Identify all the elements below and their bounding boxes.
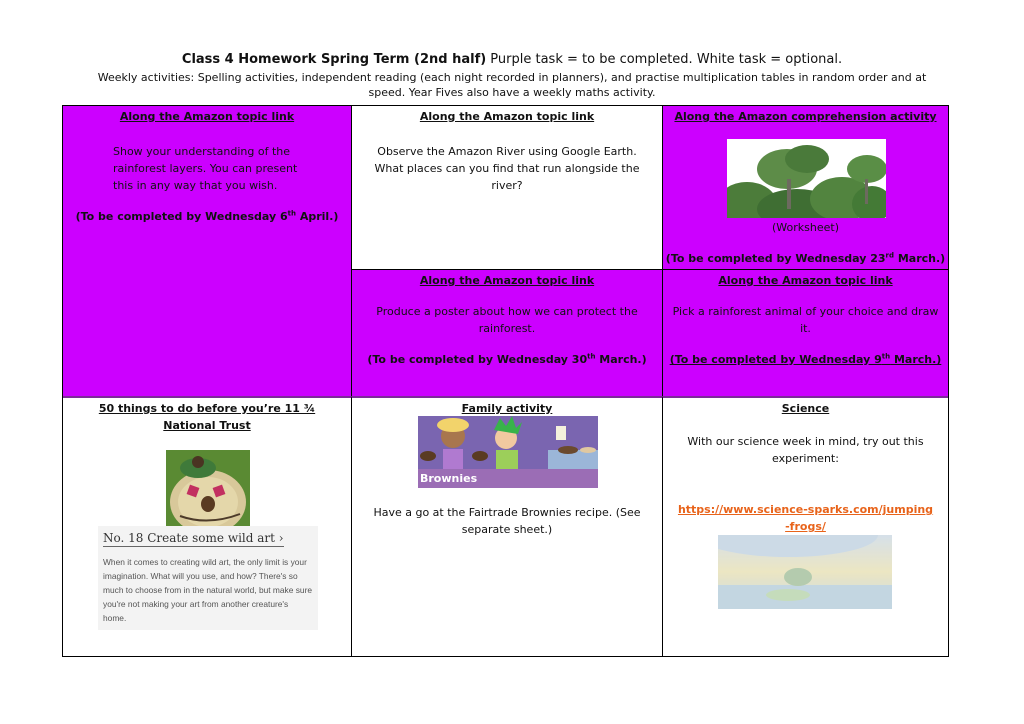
jumping-frogs-image [718,535,892,609]
homework-grid [62,105,949,657]
wild-art-image [166,450,250,530]
brownies-image [418,416,598,488]
title-legend: Purple task = to be completed. White task = optional. [486,52,843,67]
task-rainforest-layers [63,106,351,396]
task-body: Produce a poster about how we can protect the rainforest. [376,305,638,335]
wild-art-title[interactable]: No. 18 Create some wild art › [103,531,284,545]
task-heading: Along the Amazon topic link [718,274,893,287]
task-heading: Family activity [461,402,553,415]
task-heading: 50 things to do before you’re 11 ¾ National Trust [98,402,316,432]
task-science [662,396,948,656]
task-national-trust [63,396,351,656]
rainforest-image [727,139,886,218]
task-heading: Along the Amazon topic link [119,110,295,123]
task-animal [662,269,948,396]
weekly-activities: Weekly activities: Spelling activities, independent reading (each night recorded in planners), and practise multiplication tables in random order and at speed. Year Fives also have a weekly maths activity. [97,71,927,99]
wild-art-card [98,526,318,630]
task-deadline: (To be completed by Wednesday 23rd March.) [665,251,946,265]
task-heading: Along the Amazon topic link [419,110,595,123]
task-heading: Along the Amazon comprehension activity [674,110,937,123]
task-heading: Along the Amazon topic link [419,274,595,287]
task-poster [351,269,662,396]
task-body: With our science week in mind, try out this experiment: [687,435,924,465]
title-main: Class 4 Homework Spring Term (2nd half) [181,52,487,67]
task-deadline: (To be completed by Wednesday 30th March.) [367,352,647,366]
task-body: Have a go at the Fairtrade Brownies recipe. (See separate sheet.) [373,506,641,536]
image-caption: (Worksheet) [772,221,839,234]
jumping-frogs-link[interactable]: https://www.science-sparks.com/jumping-frogs/ [677,503,934,533]
wild-art-description: When it comes to creating wild art, the only limit is your imagination. What will you use, and how? There's so much to choose from in the natural world, but make sure you're not making your art from another creature's home. [103,557,313,623]
task-body: Show your understanding of the rainforest layers. You can present this in any way that you wish. [113,145,298,192]
page-title [0,51,1024,68]
brownies-banner: Brownies [418,469,598,488]
task-body: Pick a rainforest animal of your choice and draw it. [672,305,939,335]
task-comprehension [662,106,948,269]
task-heading: Science [781,402,830,415]
document-header [0,51,1024,100]
task-google-earth [351,106,662,269]
task-deadline: (To be completed by Wednesday 6th April.) [75,209,339,223]
task-family [351,396,662,656]
task-body: Observe the Amazon River using Google Earth. What places can you find that run alongside the river? [374,145,640,192]
task-deadline: (To be completed by Wednesday 9th March.) [669,352,942,366]
